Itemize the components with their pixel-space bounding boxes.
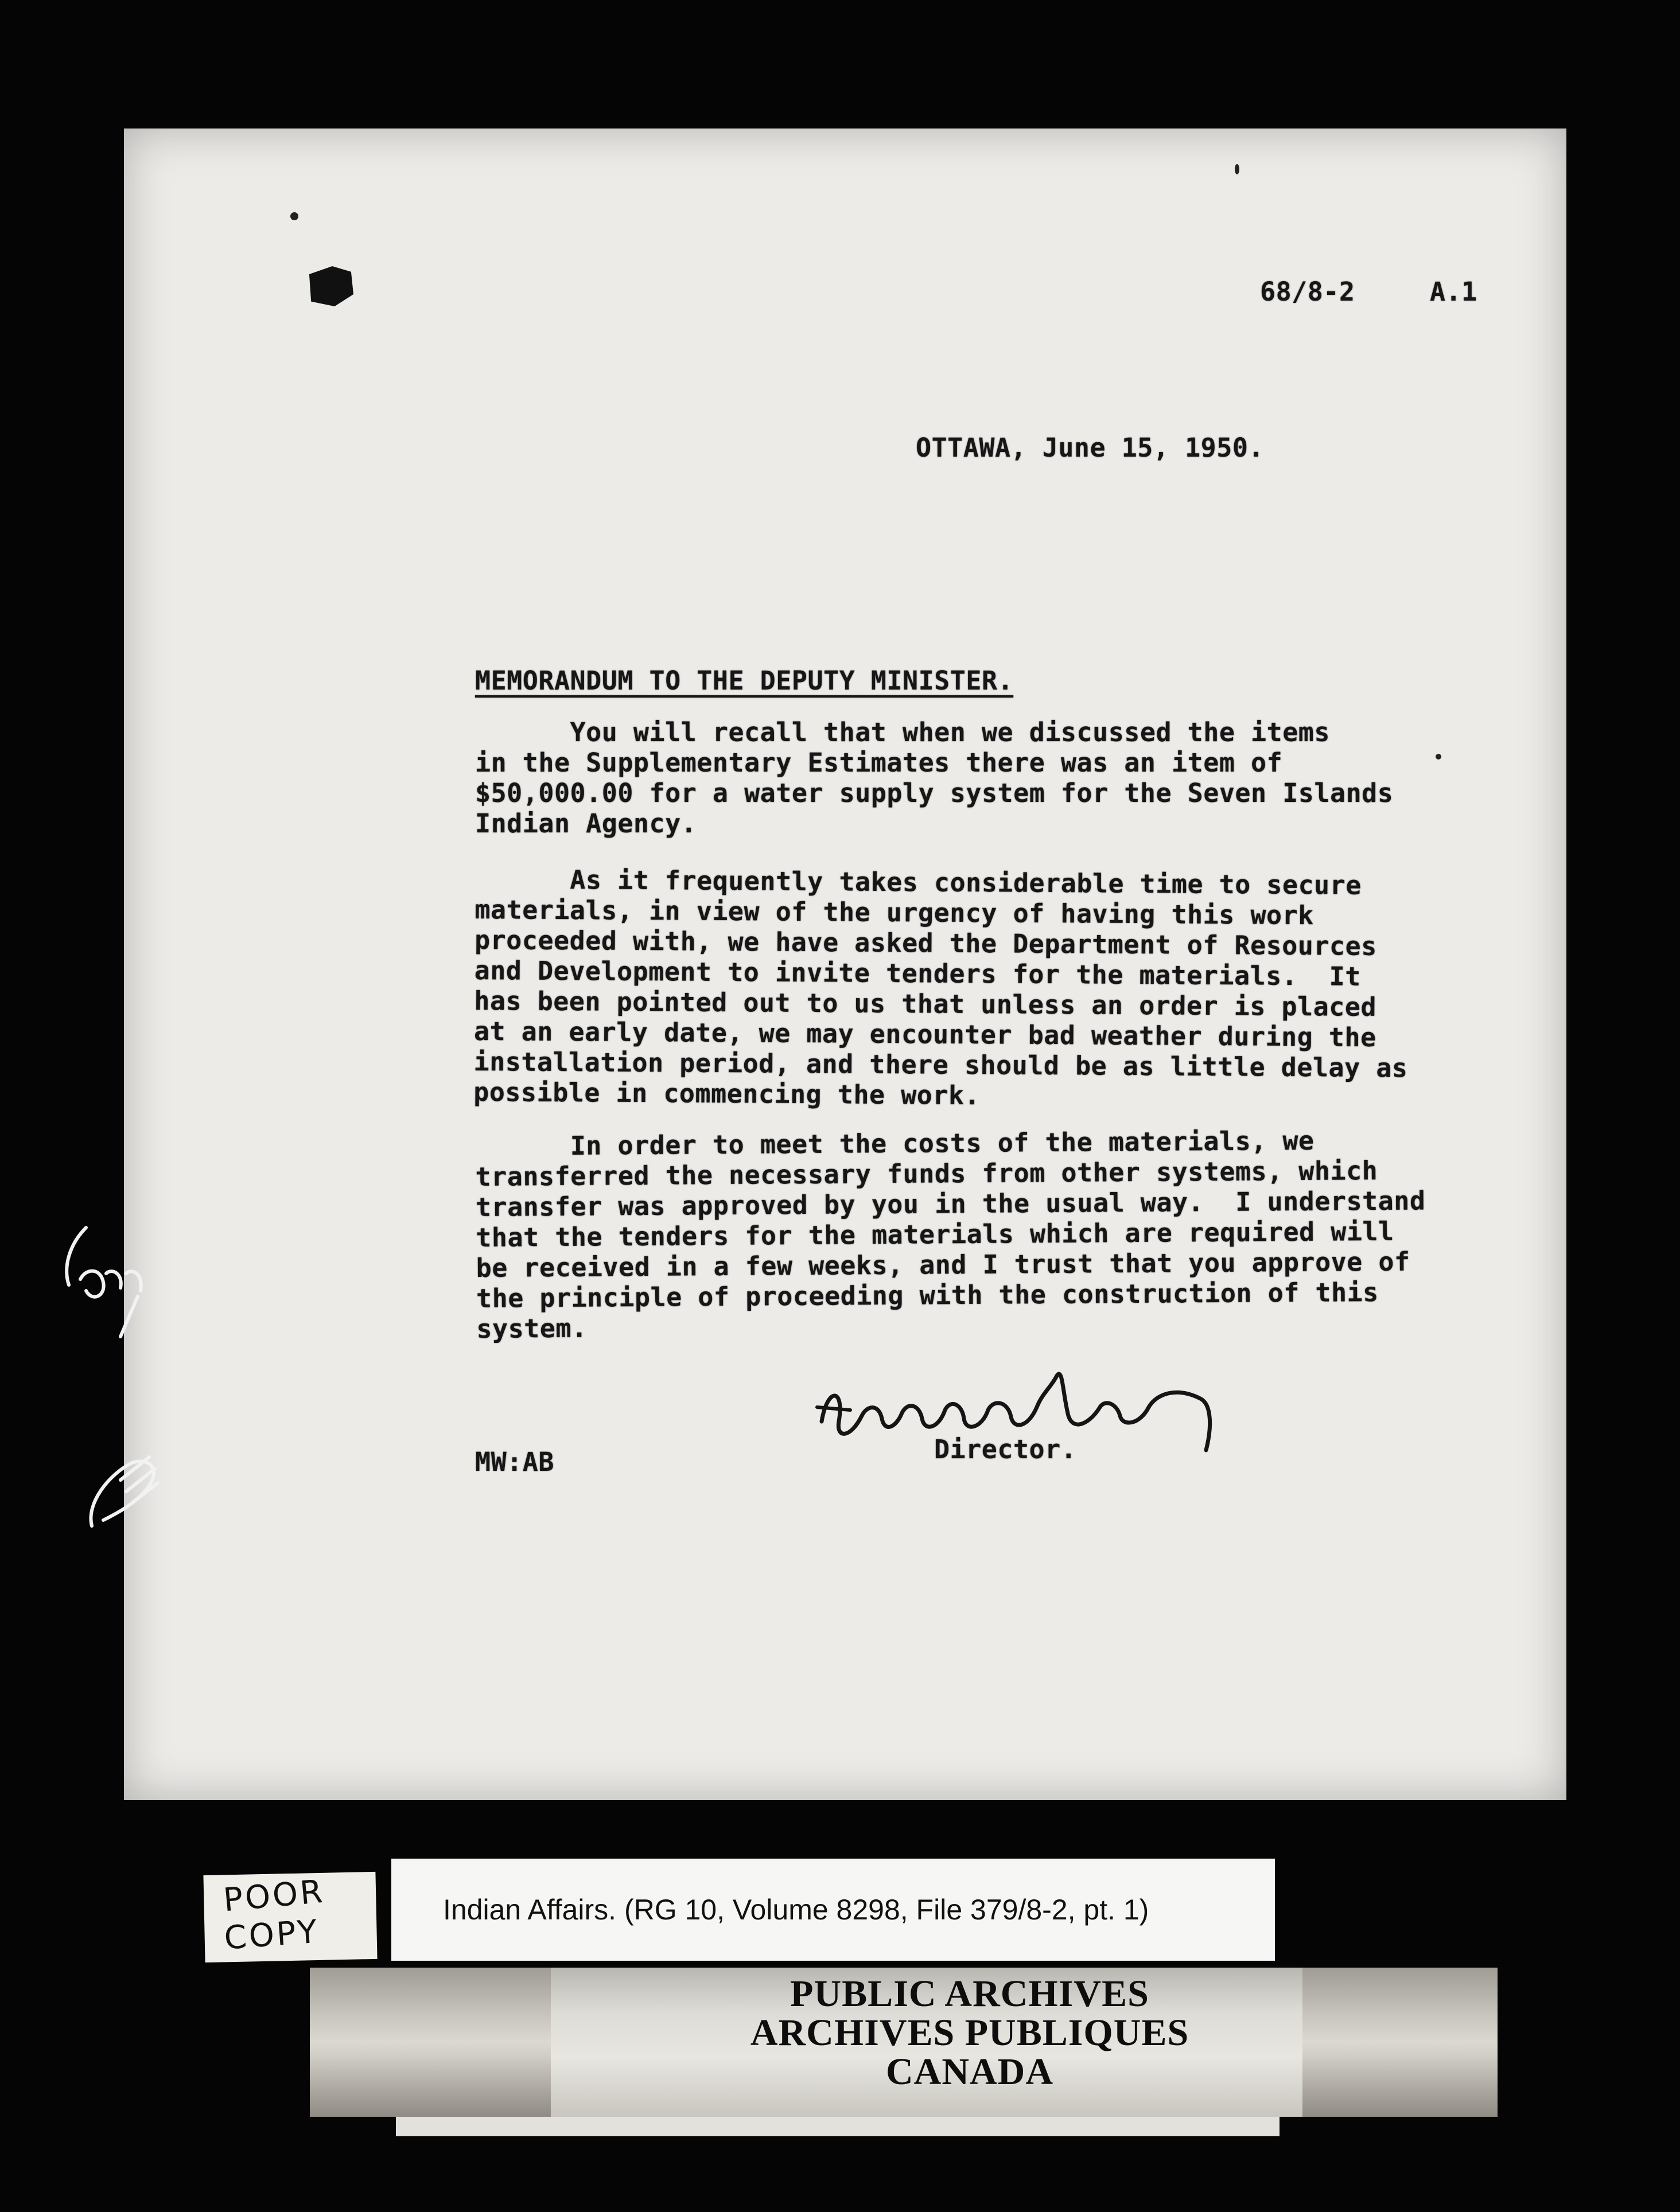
signer-title: Director. <box>934 1434 1077 1465</box>
memo-line: As it frequently takes considerable time to secure <box>475 864 1362 901</box>
memo-paragraph-3 <box>475 1124 1426 1344</box>
memo-paragraph-2 <box>473 864 1409 1113</box>
memo-line: transferred the necessary funds from other systems, which <box>475 1155 1378 1192</box>
card-bottom-edge <box>396 2117 1280 2136</box>
memo-paragraph-1 <box>475 717 1393 839</box>
memo-line: $50,000.00 for a water supply system for the Seven Islands <box>475 778 1394 808</box>
memo-line: You will recall that when we discussed the items <box>475 717 1330 747</box>
memo-line: at an early date, we may encounter bad weather during the <box>473 1015 1376 1053</box>
memo-line: the principle of proceeding with the construction of this <box>476 1277 1379 1314</box>
memo-line: proceeded with, we have asked the Department of Resources <box>474 924 1377 961</box>
typist-initials: MW:AB <box>475 1447 554 1477</box>
memo-line: In order to meet the costs of the materials, we <box>475 1125 1315 1162</box>
archives-stamp-line-3: CANADA <box>886 2051 1053 2093</box>
memo-line: transfer was approved by you in the usual way. I understand <box>475 1185 1426 1222</box>
handwritten-scribble-mark <box>69 1411 184 1549</box>
poor-copy-line-1: POOR <box>221 1872 326 1919</box>
file-reference: 68/8-2 <box>1260 276 1355 307</box>
memo-line: installation period, and there should be as little delay as <box>473 1046 1408 1084</box>
citation-text: Indian Affairs. (RG 10, Volume 8298, File 379/8-2, pt. 1) <box>443 1894 1149 1926</box>
memo-line: Indian Agency. <box>475 808 697 839</box>
ink-speck <box>290 212 298 220</box>
memo-line: that the tenders for the materials which are required will <box>476 1216 1394 1253</box>
dateline: OTTAWA, June 15, 1950. <box>916 433 1265 463</box>
memo-line: system. <box>476 1313 588 1344</box>
ink-speck <box>1235 164 1239 174</box>
punched-hole-mark <box>306 266 353 306</box>
tape-strip-left <box>310 1968 551 2117</box>
memo-line: materials, in view of the urgency of having this work <box>475 894 1315 931</box>
archives-stamp-line-1: PUBLIC ARCHIVES <box>790 1973 1149 2015</box>
memo-sheet <box>124 128 1566 1800</box>
archives-stamp-line-2: ARCHIVES PUBLIQUES <box>750 2012 1189 2054</box>
archives-label-strip <box>310 1968 1498 2117</box>
memo-line: has been pointed out to us that unless an order is placed <box>474 985 1377 1022</box>
memo-line: possible in commencing the work. <box>473 1076 981 1111</box>
tape-strip-right <box>1302 1968 1498 2117</box>
poor-copy-line-2: COPY <box>223 1913 321 1957</box>
handwritten-initials-mark <box>46 1216 161 1354</box>
memo-line: and Development to invite tenders for the materials. It <box>474 955 1362 992</box>
poor-copy-tag <box>203 1872 377 1962</box>
memo-line: in the Supplementary Estimates there was an item of <box>475 747 1283 778</box>
citation-card <box>391 1859 1275 1961</box>
archives-stamp <box>631 1975 1308 2092</box>
classification-reference: A.1 <box>1430 276 1477 307</box>
ink-speck <box>1436 754 1441 760</box>
memo-line: be received in a few weeks, and I trust that you approve of <box>476 1246 1410 1283</box>
memo-title: MEMORANDUM TO THE DEPUTY MINISTER. <box>475 665 1014 696</box>
